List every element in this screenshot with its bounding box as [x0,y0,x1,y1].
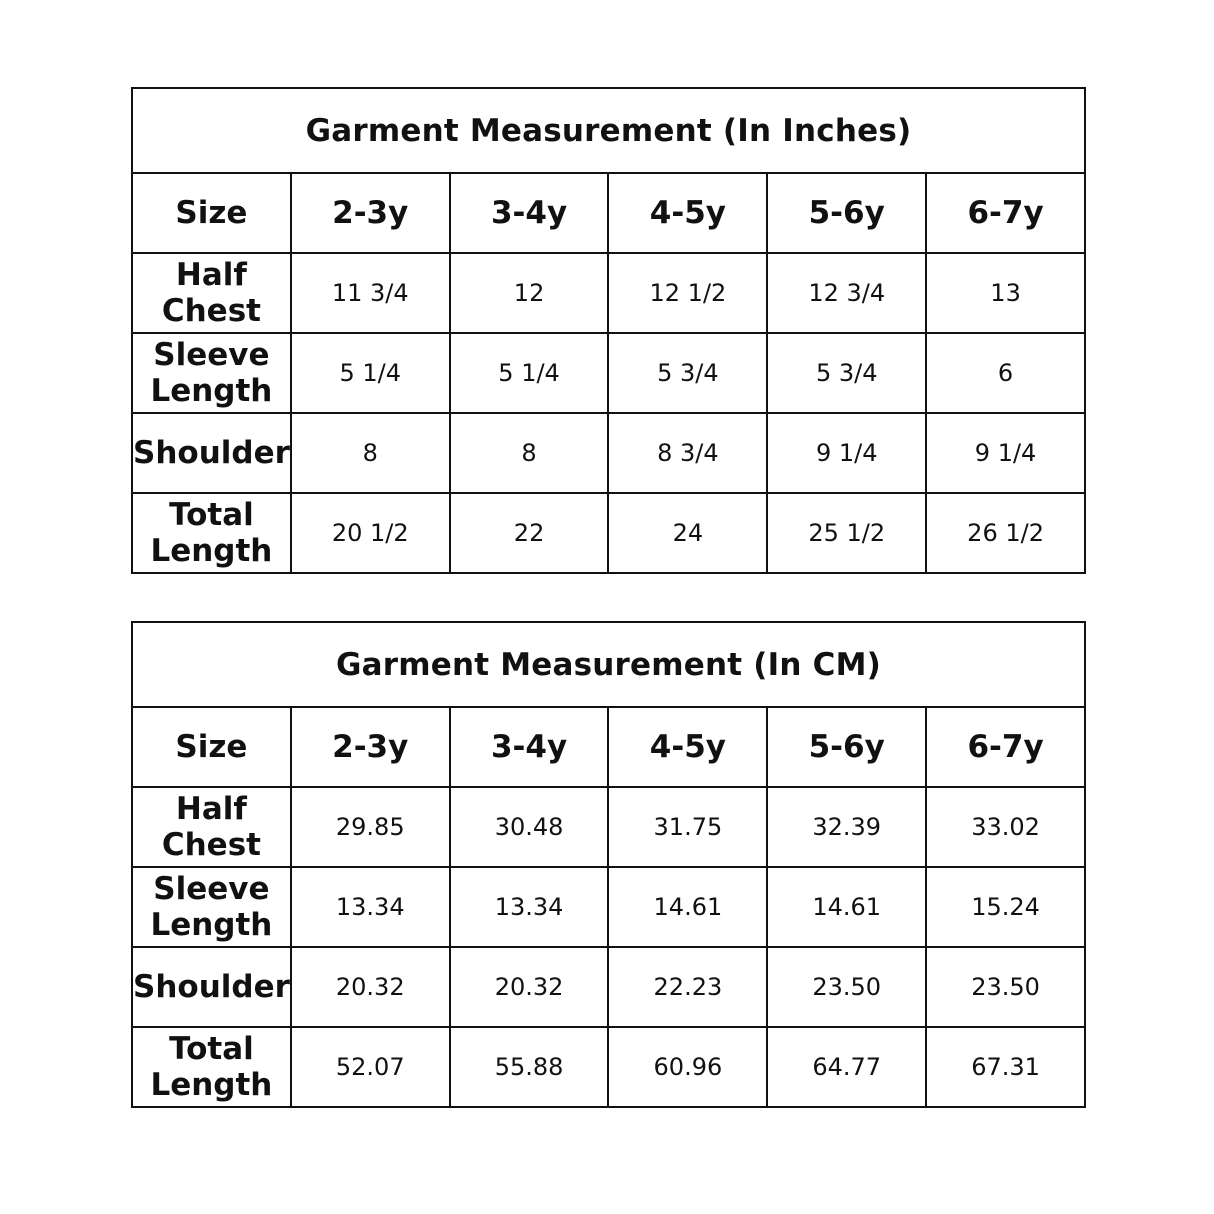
measurement-cell: 14.61 [608,867,767,947]
measurement-cell: 13.34 [450,867,609,947]
measurement-cell: 29.85 [291,787,450,867]
measurement-cell: 15.24 [926,867,1085,947]
table-title: Garment Measurement (In CM) [132,622,1085,707]
measurement-cell: 20.32 [291,947,450,1027]
size-chart-inches [131,87,1086,574]
table-row [132,947,1085,1027]
measurement-cell: 13 [926,253,1085,333]
measurement-cell: 55.88 [450,1027,609,1107]
measurement-cell: 52.07 [291,1027,450,1107]
measurement-cell: 5 3/4 [608,333,767,413]
measurement-cell: 11 3/4 [291,253,450,333]
row-label: Sleeve Length [132,867,291,947]
size-header: 5-6y [767,707,926,787]
table-row [132,413,1085,493]
row-label: Shoulder [132,947,291,1027]
size-header-row [132,707,1085,787]
measurement-cell: 22 [450,493,609,573]
measurement-cell: 9 1/4 [926,413,1085,493]
measurement-cell: 30.48 [450,787,609,867]
size-label: Size [132,173,291,253]
size-label: Size [132,707,291,787]
measurement-cell: 31.75 [608,787,767,867]
title-row [132,88,1085,173]
size-header: 6-7y [926,173,1085,253]
size-header: 4-5y [608,707,767,787]
table-row [132,333,1085,413]
row-label: Sleeve Length [132,333,291,413]
measurement-cell: 13.34 [291,867,450,947]
measurement-cell: 64.77 [767,1027,926,1107]
table-row [132,787,1085,867]
measurement-cell: 23.50 [926,947,1085,1027]
size-header: 2-3y [291,707,450,787]
table-row [132,253,1085,333]
table-title: Garment Measurement (In Inches) [132,88,1085,173]
table-row [132,1027,1085,1107]
size-header-row [132,173,1085,253]
row-label: Half Chest [132,787,291,867]
size-header: 6-7y [926,707,1085,787]
measurement-cell: 8 3/4 [608,413,767,493]
measurement-cell: 8 [291,413,450,493]
measurement-cell: 67.31 [926,1027,1085,1107]
measurement-cell: 5 3/4 [767,333,926,413]
size-header: 4-5y [608,173,767,253]
measurement-cell: 32.39 [767,787,926,867]
row-label: Total Length [132,1027,291,1107]
measurement-cell: 12 [450,253,609,333]
row-label: Total Length [132,493,291,573]
size-header: 5-6y [767,173,926,253]
measurement-cell: 14.61 [767,867,926,947]
measurement-cell: 25 1/2 [767,493,926,573]
measurement-cell: 20.32 [450,947,609,1027]
measurement-cell: 22.23 [608,947,767,1027]
measurement-cell: 20 1/2 [291,493,450,573]
size-chart-cm [131,621,1086,1108]
measurement-cell: 12 3/4 [767,253,926,333]
title-row [132,622,1085,707]
measurement-cell: 24 [608,493,767,573]
row-label: Shoulder [132,413,291,493]
measurement-cell: 6 [926,333,1085,413]
size-header: 3-4y [450,173,609,253]
size-header: 2-3y [291,173,450,253]
measurement-cell: 26 1/2 [926,493,1085,573]
measurement-cell: 9 1/4 [767,413,926,493]
row-label: Half Chest [132,253,291,333]
measurement-cell: 8 [450,413,609,493]
table-row [132,493,1085,573]
measurement-cell: 33.02 [926,787,1085,867]
measurement-cell: 12 1/2 [608,253,767,333]
size-header: 3-4y [450,707,609,787]
measurement-cell: 23.50 [767,947,926,1027]
measurement-cell: 5 1/4 [450,333,609,413]
table-row [132,867,1085,947]
measurement-cell: 60.96 [608,1027,767,1107]
measurement-cell: 5 1/4 [291,333,450,413]
